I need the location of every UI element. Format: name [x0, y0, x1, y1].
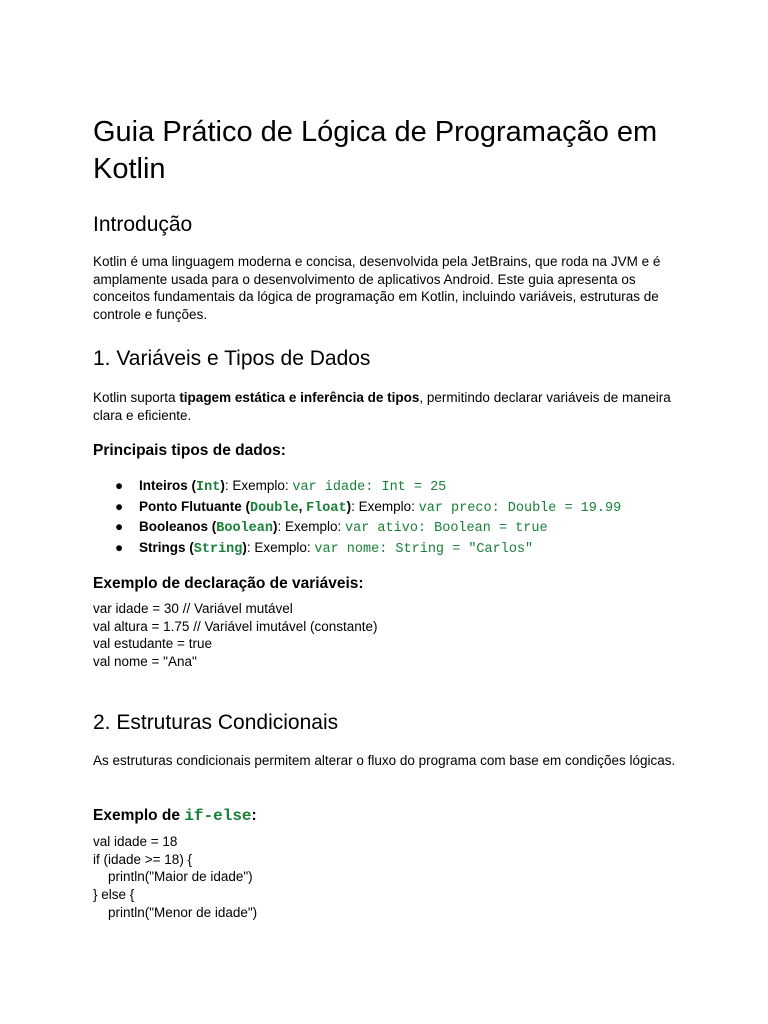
section2-heading: 2. Estruturas Condicionais — [93, 711, 339, 734]
type-close-paren: ) — [242, 539, 247, 555]
bullet-icon: ● — [115, 478, 124, 493]
code-line: println("Maior de idade") — [93, 869, 253, 885]
type-close-paren: ) — [346, 498, 352, 514]
declaration-heading: Exemplo de declaração de variáveis: — [93, 575, 364, 592]
intro-paragraph: Kotlin é uma linguagem moderna e concisa, desenvolvida pela JetBrains, que roda na JVM e é amplamente usada para o desenvolvimento de aplicativos Android. Este guia apresenta os conceitos fundamentais da lógica de programação em Kotlin, incluindo variáveis, estruturas de controle e funções. — [93, 254, 661, 323]
types-heading: Principais tipos de dados: — [93, 442, 286, 459]
type-separator: , — [298, 498, 307, 514]
code-line: } else { — [93, 887, 135, 903]
type-open-paren: ( — [208, 519, 217, 534]
section1-text-bold: tipagem estática e inferência de tipos — [179, 390, 420, 405]
type-code: String — [193, 541, 243, 557]
types-list — [93, 476, 693, 558]
type-example-code: var ativo: Boolean = true — [345, 521, 548, 536]
type-close-paren: ) — [272, 519, 278, 534]
type-example-code: var idade: Int = 25 — [292, 480, 447, 495]
type-close-paren: ) — [220, 478, 225, 493]
type-name: Ponto Flutuante — [139, 498, 242, 514]
code-line: val altura = 1.75 // Variável imutável (constante) — [93, 618, 378, 634]
type-code: Int — [196, 480, 221, 495]
if-else-code-block — [93, 833, 257, 922]
type-code-2: Float — [306, 500, 347, 516]
type-name: Booleanos — [139, 519, 209, 534]
list-item — [93, 538, 693, 559]
code-line: val idade = 18 — [93, 834, 178, 849]
type-name: Inteiros — [139, 478, 188, 493]
list-item — [93, 497, 693, 518]
code-line: println("Menor de idade") — [93, 904, 258, 920]
type-open-paren: ( — [187, 478, 197, 493]
section1-paragraph — [93, 389, 678, 424]
type-code: Boolean — [216, 521, 273, 536]
type-open-paren: ( — [241, 498, 250, 514]
example-label: : Exemplo: — [277, 519, 346, 534]
section1-heading: 1. Variáveis e Tipos de Dados — [93, 347, 371, 370]
list-item — [93, 476, 693, 497]
section2-paragraph: As estruturas condicionais permitem alterar o fluxo do programa com base em condições lógicas. — [93, 753, 676, 768]
section1-text-post: , permitindo declarar variáveis de maneira clara e eficiente. — [93, 390, 671, 423]
type-name: Strings — [139, 539, 186, 555]
if-else-heading-post: : — [251, 807, 257, 824]
if-else-heading-pre: Exemplo de — [93, 807, 185, 824]
page-title: Guia Prático de Lógica de Programação em Kotlin — [93, 116, 658, 185]
code-line: var idade = 30 // Variável mutável — [93, 601, 293, 616]
bullet-icon: ● — [115, 519, 124, 534]
type-open-paren: ( — [185, 539, 194, 555]
type-code: Double — [249, 500, 299, 516]
code-line: val nome = "Ana" — [93, 654, 197, 670]
declaration-code-block — [93, 600, 378, 671]
example-label: : Exemplo: — [246, 539, 315, 555]
example-label: : Exemplo: — [224, 478, 293, 493]
code-line: if (idade >= 18) { — [93, 851, 193, 867]
code-line: val estudante = true — [93, 636, 212, 652]
list-item — [93, 517, 693, 538]
if-else-heading-code: if-else — [184, 807, 252, 825]
type-example-code: var preco: Double = 19.99 — [418, 500, 622, 516]
bullet-icon: ● — [115, 498, 124, 514]
intro-heading: Introdução — [93, 213, 193, 236]
example-label: : Exemplo: — [351, 498, 419, 514]
bullet-icon: ● — [115, 539, 124, 555]
type-example-code: var nome: String = "Carlos" — [314, 541, 534, 557]
if-else-heading — [93, 806, 257, 826]
section1-text-pre: Kotlin suporta — [93, 390, 180, 405]
